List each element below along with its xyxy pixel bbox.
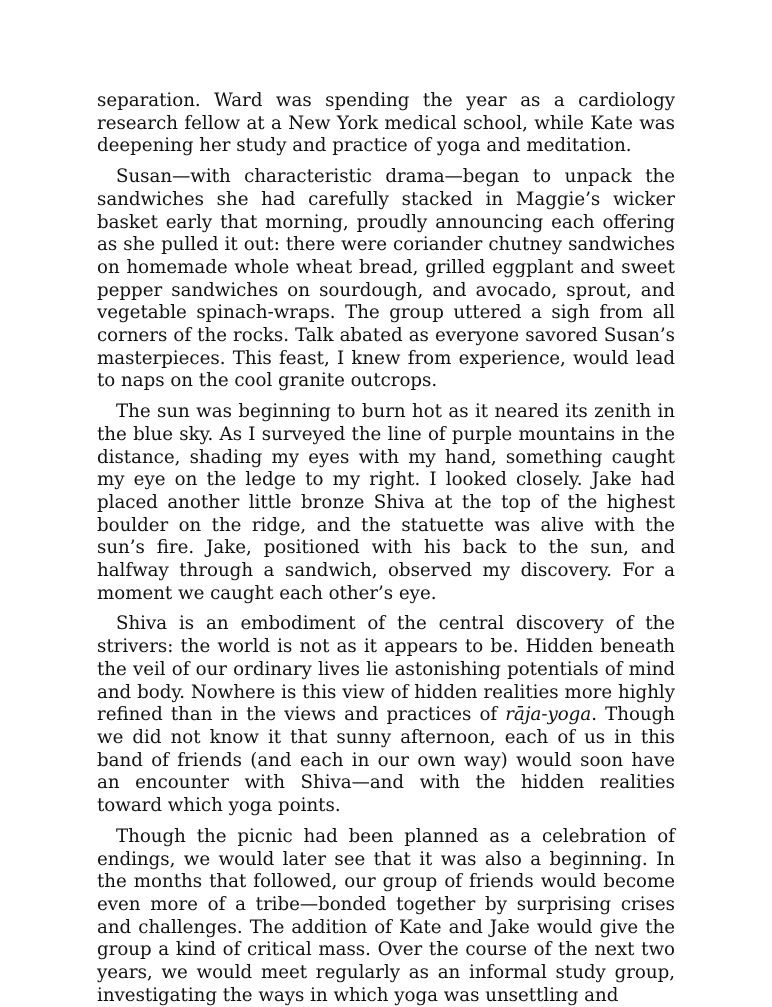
paragraph-continued-separation: separation. Ward was spending the year as a cardiology research fellow at a New York medical school, while Kate was deepening her study and practice of yoga and meditation. (97, 90, 675, 157)
paragraph-sun-zenith: The sun was beginning to burn hot as it neared its zenith in the blue sky. As I surveyed the line of purple mountains in the distance, shading my eyes with my hand, something caught my eye on the ledge to my right. I looked closely. Jake had placed another little bronze Shiva at the top of the highest boulder on the ridge, and the statuette was alive with the sun’s fire. Jake, positioned with his back to the sun, and halfway through a sandwich, observed my discovery. For a moment we caught each other’s eye. (97, 401, 675, 604)
paragraph-shiva-text-before: Shiva is an embodiment of the central discovery of the strivers: the world is not as it appears to be. Hidden beneath the veil of our ordinary lives lie astonishing potentials of mind and body. Nowhere is this view of hidden realities more highly refined than in the views and practices of (97, 613, 675, 726)
paragraph-shiva-text-after: . Though we did not know it that sunny afternoon, each of us in this band of friends (and each in our own way) would soon have an encounter with Shiva—and with the hidden realities toward which yoga points. (97, 704, 675, 817)
book-page-body (97, 90, 675, 1007)
raja-yoga-term: rāja-yoga (505, 704, 592, 726)
paragraph-shiva-embodiment (97, 613, 675, 817)
paragraph-picnic-beginning: Though the picnic had been planned as a celebration of endings, we would later see that it was also a beginning. In the months that followed, our group of friends would become even more of a tribe—bonded together by surprising crises and challenges. The addition of Kate and Jake would give the group a kind of critical mass. Over the course of the next two years, we would meet regularly as an informal study group, investigating the ways in which yoga was unsettling and (97, 825, 675, 1006)
paragraph-susan-sandwiches: Susan—with characteristic drama—began to unpack the sandwiches she had carefully stacked in Maggie’s wicker basket early that morning, proudly announcing each offering as she pulled it out: there were coriander chutney sandwiches on homemade whole wheat bread, grilled eggplant and sweet pepper sandwiches on sourdough, and avocado, sprout, and vegetable spinach-wraps. The group uttered a sigh from all corners of the rocks. Talk abated as everyone savored Susan’s masterpieces. This feast, I knew from experience, would lead to naps on the cool granite outcrops. (97, 166, 675, 392)
